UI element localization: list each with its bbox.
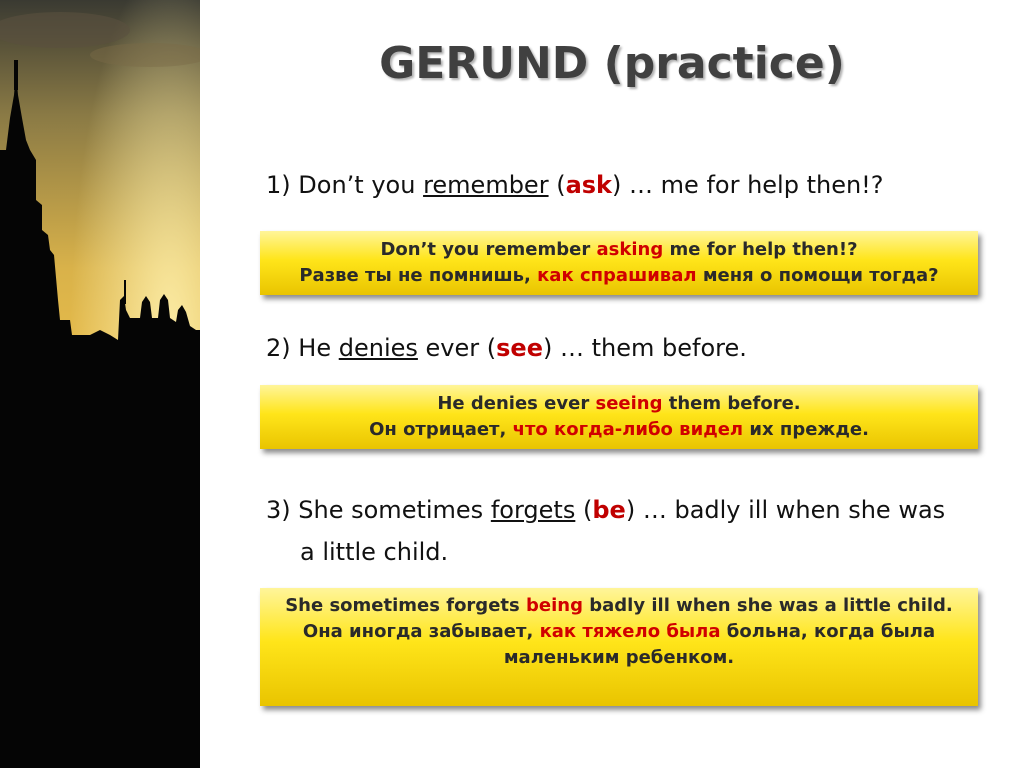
question-keyword: ask	[565, 171, 613, 199]
question-verb: denies	[338, 334, 418, 362]
answer-ru-before: Разве ты не помнишь,	[299, 265, 531, 286]
question-close-paren: )	[612, 171, 622, 199]
question-3	[266, 489, 986, 573]
answer-en-before: He denies ever	[437, 393, 590, 414]
question-open-paren: (	[582, 496, 593, 524]
answer-en-before: She sometimes forgets	[285, 595, 520, 616]
answer-en-highlight: being	[526, 595, 583, 616]
question-1	[266, 164, 884, 206]
question-number: 3)	[266, 496, 291, 524]
answer-ru-after: больна, когда была маленьким ребенком.	[503, 621, 936, 668]
answer-ru-after: меня о помощи тогда?	[702, 265, 939, 286]
answer-ru-before: Он отрицает,	[369, 419, 507, 440]
question-verb: remember	[423, 171, 549, 199]
answer-ru-highlight: как тяжело была	[539, 621, 721, 642]
answer-russian	[260, 263, 978, 289]
sidebar-photo-big-ben-silhouette	[0, 0, 200, 768]
answer-english	[260, 237, 978, 263]
question-text-after: … them before.	[559, 334, 747, 362]
question-keyword: be	[592, 496, 626, 524]
question-text-before: Don’t you	[298, 171, 416, 199]
question-text-after: … me for help then!?	[629, 171, 884, 199]
question-text-before: She sometimes	[298, 496, 484, 524]
answer-ru-before: Она иногда забывает,	[302, 621, 534, 642]
question-verb: forgets	[490, 496, 576, 524]
page-title: GERUND (practice)	[379, 38, 845, 89]
question-continuation: a little child.	[300, 538, 449, 566]
answer-english	[260, 391, 978, 417]
question-text-after: … badly ill when she was	[642, 496, 946, 524]
answer-en-before: Don’t you remember	[380, 239, 591, 260]
answer-ru-highlight: что когда-либо видел	[512, 419, 744, 440]
answer-ru-after: их прежде.	[749, 419, 869, 440]
question-number: 2)	[266, 334, 291, 362]
answer-en-highlight: asking	[596, 239, 664, 260]
answer-english	[280, 593, 958, 619]
answer-russian	[260, 417, 978, 443]
answer-box-1	[260, 231, 978, 295]
question-2	[266, 327, 747, 369]
question-close-paren: )	[625, 496, 636, 524]
question-keyword: see	[496, 334, 543, 362]
answer-russian	[280, 619, 958, 671]
question-close-paren: )	[542, 334, 553, 362]
answer-en-after: them before.	[668, 393, 801, 414]
answer-ru-highlight: как спрашивал	[537, 265, 697, 286]
answer-box-3	[260, 588, 978, 706]
question-open-paren: (	[556, 171, 566, 199]
answer-en-after: me for help then!?	[669, 239, 858, 260]
question-text-before: He	[298, 334, 332, 362]
question-number: 1)	[266, 171, 291, 199]
answer-en-after: badly ill when she was a little child.	[589, 595, 953, 616]
answer-box-2	[260, 385, 978, 449]
answer-en-highlight: seeing	[595, 393, 663, 414]
question-open-paren: ever (	[425, 334, 497, 362]
